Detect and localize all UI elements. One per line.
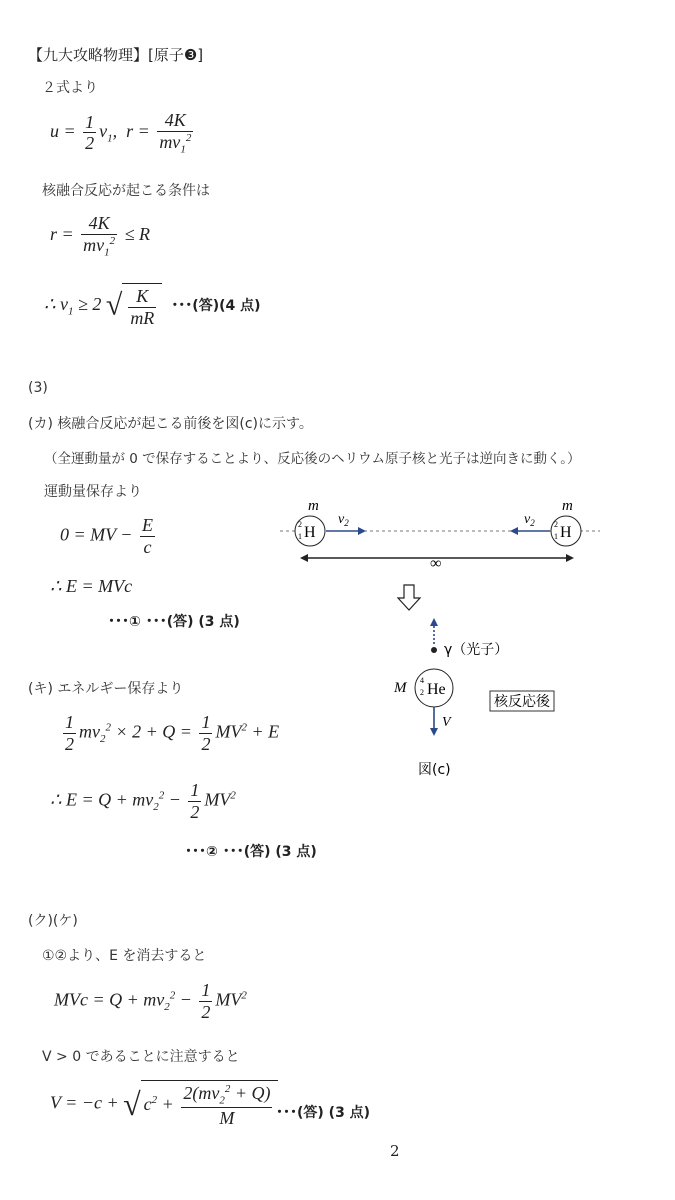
intro-text: ２式より [42, 80, 98, 96]
condition-text: 核融合反応が起こる条件は [42, 183, 210, 199]
elim-text: ①②より、E を消去すると [42, 948, 207, 964]
equation-V-result: V = −c + √ $c^2$ + $\frac{2(mv_2^2 + Q)}{M}$ [50, 1080, 278, 1129]
photon-dot [431, 647, 437, 653]
equation-u-r: u = $\frac{1}{2}$ $v_1$, r = $\frac{4K}{mv_1^2}$ [50, 110, 192, 156]
photon-label: γ（光子） [444, 642, 509, 658]
answer-1: ･･･① ･･･(答) (3 点) [108, 614, 240, 630]
equation-condition: r = $\frac{4K}{mv_1^2}$ ≤ R [50, 213, 151, 259]
equation-E-energy: ∴ $E = Q + mv_2^2$ − $\frac{1}{2}$ $MV^2$ [50, 780, 236, 822]
svg-text:1: 1 [298, 532, 302, 541]
answer-3: ･･･(答) (3 点) [276, 1105, 371, 1121]
ka-note: （全運動量が 0 で保存することより、反応後のヘリウム原子核と光子は逆向きに動く。） [44, 451, 581, 467]
transition-arrow-icon [398, 585, 420, 610]
left-velocity-label: $v_2$ [338, 512, 349, 528]
helium-symbol: He [427, 681, 446, 698]
ki-text: (キ) エネルギー保存より [28, 681, 184, 697]
right-nucleus-symbol: H [560, 524, 572, 541]
equation-energy: $\frac{1}{2}$ $mv_2^2 \times 2 + Q$ = $\frac{1}{2}$ $MV^2 + E$ [65, 712, 280, 754]
v-note: V > 0 であることに注意すると [42, 1049, 240, 1065]
momentum-text: 運動量保存より [44, 484, 142, 500]
ka-text: (カ) 核融合反応が起こる前後を図(c)に示す。 [28, 416, 313, 432]
equation-v1-result: ∴ $v_1 \ge 2$ √ $\frac{K}{mR}$ ･･･(答)(4 点) [44, 283, 261, 328]
figure-caption: 図(c) [418, 762, 451, 778]
equation-E: ∴ E = MVc [50, 576, 133, 596]
svg-text:2: 2 [554, 520, 558, 529]
after-label: 核反応後 [494, 694, 550, 710]
svg-text:2: 2 [420, 688, 424, 697]
svg-text:1: 1 [554, 532, 558, 541]
equation-eliminated: MVc = $Q + mv_2^2$ − $\frac{1}{2}$ $MV^2$ [54, 980, 247, 1022]
figure-c [270, 490, 610, 790]
left-nucleus-symbol: H [304, 524, 316, 541]
page-header: 【九大攻略物理】[原子❸] [28, 46, 204, 64]
helium-mass-label: M [394, 680, 407, 696]
svg-text:2: 2 [298, 520, 302, 529]
part3-number: (3) [28, 380, 48, 396]
svg-text:4: 4 [420, 676, 424, 685]
page-number: 2 [390, 1142, 400, 1160]
right-velocity-label: $v_2$ [524, 512, 535, 528]
helium-velocity-label: V [442, 715, 451, 730]
ku-text: (ク)(ケ) [28, 913, 78, 929]
left-mass-label: m [308, 498, 319, 514]
right-mass-label: m [562, 498, 573, 514]
infinity-label: ∞ [430, 555, 442, 572]
equation-momentum: 0 = MV − $\frac{E}{c}$ [60, 515, 153, 557]
answer-2: ･･･② ･･･(答) (3 点) [185, 844, 317, 860]
